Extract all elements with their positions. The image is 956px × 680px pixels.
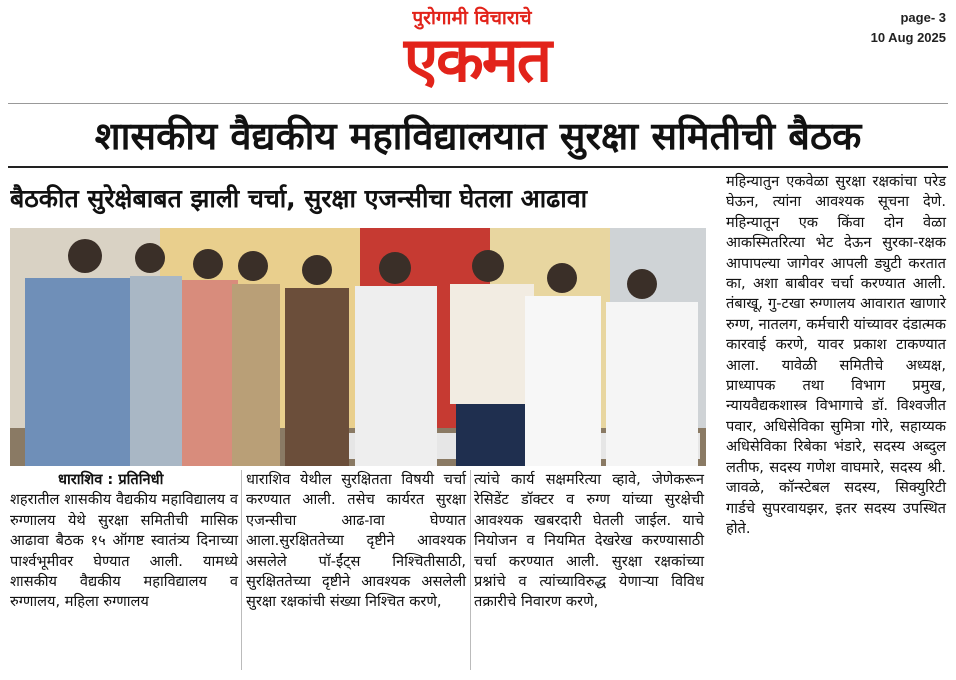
group-photo-illustration [10, 228, 706, 466]
masthead [0, 0, 956, 104]
masthead-tagline: पुरोगामी विचाराचे [412, 7, 532, 29]
article-text: शहरातील शासकीय वैद्यकीय महाविद्यालय व रुग्णालय येथे सुरक्षा समितीची मासिक आढावा बैठक १५ ऑगष्ट स्वातंत्र्य दिनाच्या पार्श्वभूमीवर घेण्यात आली. यामध्ये शासकीय वैद्यकीय महाविद्यालय व रुग्णालय, महिला रुग्णालय [10, 491, 238, 611]
column-divider [470, 470, 471, 670]
article-column-4 [726, 172, 946, 539]
page-number: page- 3 [900, 10, 946, 25]
article-text: महिन्यातुन एकवेळा सुरक्षा रक्षकांचा परेड घेऊन, त्यांना आवश्यक सूचना देणे. महिन्यातून एक किंवा दोन वेळा आकस्मितरित्या भेट देऊन सुरका-रक्षक आपापल्या जागेवर आपली ड्युटी करतात का, अशा बाबीवर चर्चा करण्यात आली. तंबाखू, गु-टखा रुग्णालय आवारात खाणारे रुग्ण, नातलग, कर्मचारी यांच्यावर दंडात्मक कारवाई करणे, यावर प्रकाश टाकण्यात आला. यावेळी समितीचे अध्यक्ष, प्राध्यापक तथा विभाग प्रमुख, न्यायवैद्यकशास्त्र विभागाचे डॉ. विश्वजीत पवार, अधिसेविका सुमित्रा गोरे, सहाय्यक अधिसेविका रिबेका भंडारे, सदस्य अब्दुल लतीफ, सदस्य गणेश वाघमारे, सदस्य श्री. जावळे, कॉन्स्टेबल सदस्य, सिक्युरिटी गार्डचे सुपरवायझर, इतर सदस्य उपस्थित होते. [726, 173, 946, 537]
article-headline: शासकीय वैद्यकीय महाविद्यालयात सुरक्षा समितीची बैठक [94, 114, 862, 158]
masthead-divider [8, 103, 948, 104]
edition-date: 10 Aug 2025 [870, 30, 946, 45]
news-photo [10, 228, 706, 466]
page-info [871, 8, 946, 48]
article-column-3 [474, 470, 704, 613]
newspaper-logo: एकमत [403, 23, 551, 96]
article-dateline: धाराशिव : प्रतिनिधी [58, 471, 164, 488]
article-text: धाराशिव येथील सुरक्षितता विषयी चर्चा करण्यात आली. तसेच कार्यरत सुरक्षा एजन्सीचा आढ-ावा घेण्यात आला.सुरक्षिततेच्या दृष्टीने आवश्यक असलेले पॉ-ईंट्स निश्चितीसाठी, सुरक्षिततेच्या दृष्टीने आवश्यक असलेली सुरक्षा रक्षकांची संख्या निश्चित करणे, [246, 471, 466, 611]
article-text: त्यांचे कार्य सक्षमरित्या व्हावे, जेणेकरून रेसिडेंट डॉक्टर व रुग्ण यांच्या सुरक्षेची आवश्यक खबरदारी घेतली जाईल. याचे नियोजन व नियमित देखरेख करण्यासाठी चर्चा करण्यात आली. सुरक्षा रक्षकांच्या प्रश्नांचे व त्यांच्याविरुद्ध येणाऱ्या विविध तक्रारीचे निवारण करणे, [474, 471, 704, 611]
column-divider [241, 470, 242, 670]
article-column-2 [246, 470, 466, 613]
headline-divider [8, 166, 948, 168]
article-subheadline: बैठकीत सुरेक्षेबाबत झाली चर्चा, सुरक्षा एजन्सीचा घेतला आढावा [10, 184, 588, 213]
article-column-1 [10, 470, 238, 613]
